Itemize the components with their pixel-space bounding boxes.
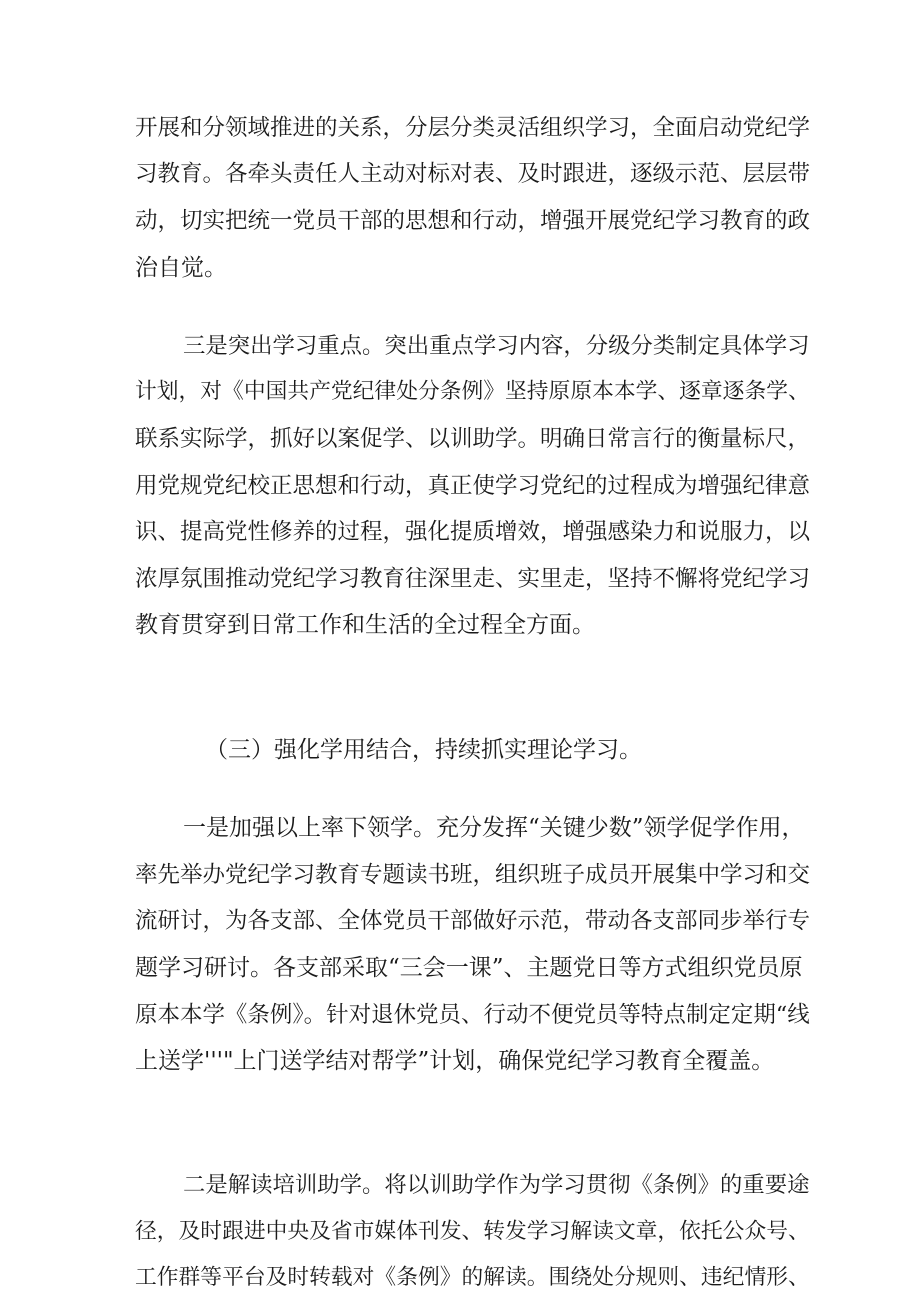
- paragraph-line: 题学习研讨。各支部采取“三会一课”、主题党日等方式组织党员原: [135, 955, 803, 981]
- section-heading: （三）强化学用结合，持续抓实理论学习。: [205, 737, 642, 763]
- paragraph-line: 上送学'''"上门送学结对帮学”计划，确保党纪学习教育全覆盖。: [135, 1048, 775, 1074]
- paragraph-line: 联系实际学，抓好以案促学、以训助学。明确日常言行的衡量标尺，: [135, 426, 811, 452]
- paragraph-line: 原本本学《条例》。针对退休党员、行动不便党员等特点制定定期“线: [135, 1002, 810, 1028]
- paragraph-line: 用党规党纪校正思想和行动，真正使学习党纪的过程成为增强纪律意: [135, 473, 811, 499]
- paragraph-line: 一是加强以上率下领学。充分发挥“关键少数”领学促学作用，: [183, 815, 805, 841]
- paragraph-line: 径，及时跟进中央及省市媒体刊发、转发学习解读文章，依托公众号、: [135, 1219, 810, 1244]
- paragraph-line: 率先举办党纪学习教育专题读书班，组织班子成员开展集中学习和交: [135, 862, 811, 888]
- paragraph-line: 治自觉。: [135, 255, 227, 281]
- paragraph-line: 习教育。各牵头责任人主动对标对表、及时跟进，逐级示范、层层带: [135, 161, 811, 187]
- paragraph-line: 二是解读培训助学。将以训助学作为学习贯彻《条例》的重要途: [183, 1172, 810, 1198]
- paragraph-line: 计划，对《中国共产党纪律处分条例》坚持原原本本学、逐章逐条学、: [135, 379, 810, 404]
- paragraph-line: 浓厚氛围推动党纪学习教育往深里走、实里走，坚持不懈将党纪学习: [135, 566, 811, 592]
- paragraph-line: 教育贯穿到日常工作和生活的全过程全方面。: [135, 612, 595, 638]
- paragraph-line: 工作群等平台及时转载对《条例》的解读。围绕处分规则、违纪情形、: [135, 1265, 810, 1290]
- paragraph-line: 动，切实把统一党员干部的思想和行动，增强开展党纪学习教育的政: [135, 208, 811, 234]
- paragraph-line: 开展和分领域推进的关系，分层分类灵活组织学习，全面启动党纪学: [135, 115, 811, 141]
- paragraph-line: 三是突出学习重点。突出重点学习内容，分级分类制定具体学习: [183, 333, 810, 359]
- paragraph-line: 识、提高党性修养的过程，强化提质增效，增强感染力和说服力，以: [135, 519, 811, 545]
- paragraph-line: 流研讨，为各支部、全体党员干部做好示范，带动各支部同步举行专: [135, 908, 811, 934]
